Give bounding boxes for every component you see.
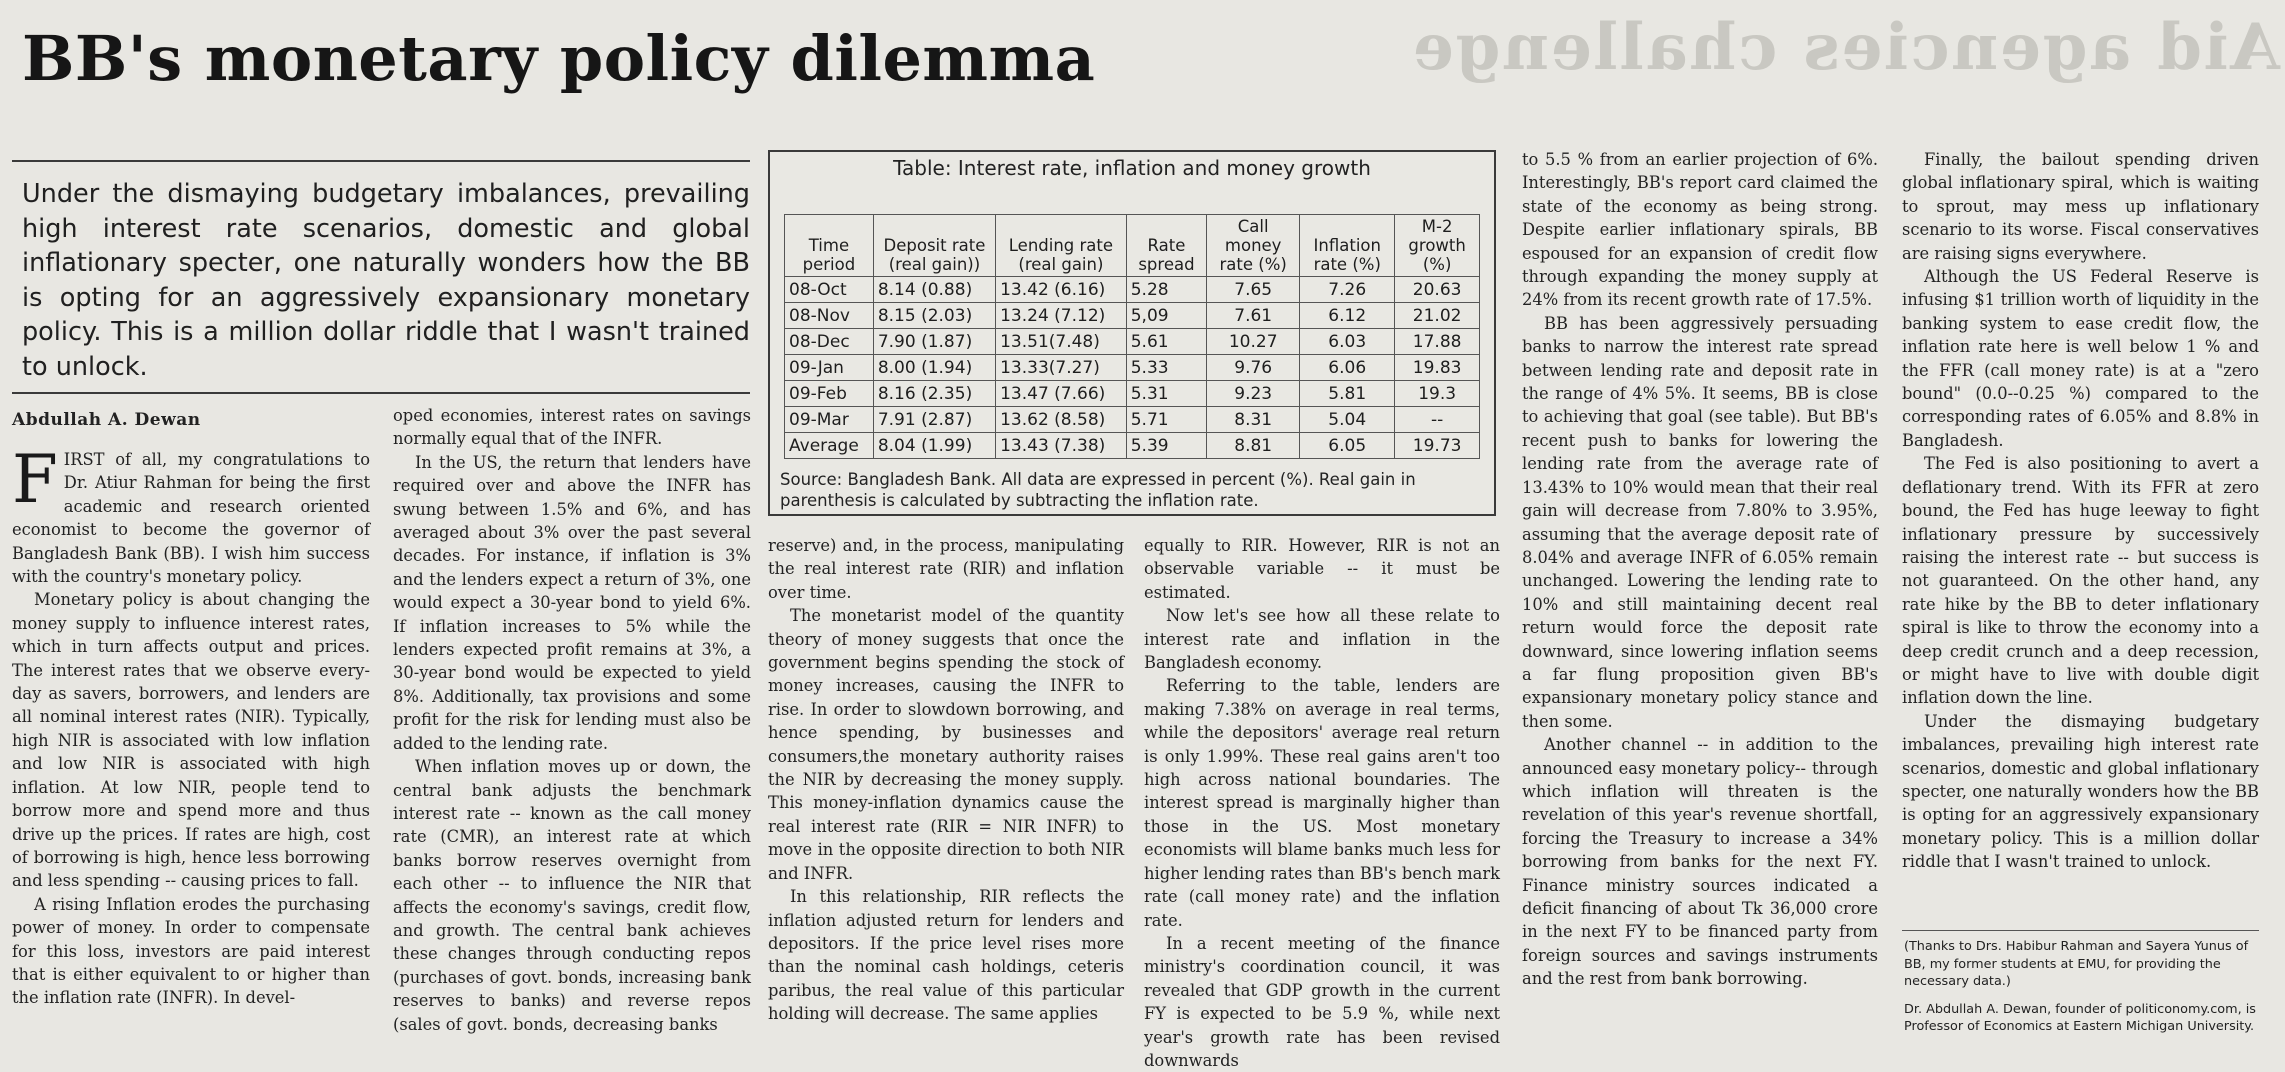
table-cell: 13.42 (6.16) <box>996 277 1127 303</box>
table-cell: 5.28 <box>1126 277 1206 303</box>
table-cell: 6.05 <box>1300 433 1395 459</box>
deck: Under the dismaying budgetary imbalances, prevailing high interest rate scenarios, domestic and global inflationary specter, one naturally wonders how the BB is opting for an aggressively expansionary monetary policy. This is a million dollar riddle that I wasn't trained to unlock. <box>22 179 750 382</box>
column-header: Time period <box>785 215 874 277</box>
table-cell: 09-Mar <box>785 407 874 433</box>
table-row <box>785 381 1480 407</box>
table-cell: 5.33 <box>1126 355 1206 381</box>
table-cell: 5.81 <box>1300 381 1395 407</box>
table-cell: 5.61 <box>1126 329 1206 355</box>
table-cell: 9.76 <box>1207 355 1300 381</box>
paragraph: Although the US Federal Reserve is infusing $1 trillion worth of liquidity in the banking system to ease credit flow, the inflation rate here is well below 1 % and the FFR (call money rate) is at a "zero bound" (0.0--0.25 %) compared to the corresponding rates of 6.05% and 8.8% in Bangladesh. <box>1902 267 2259 450</box>
paragraph: In this relationship, RIR reflects the inflation adjusted return for lenders and depositors. If the price level rises more than the nominal cash holdings, ceteris paribus, the real value of this particular holding will decrease. The same applies <box>768 887 1124 1024</box>
table-row <box>785 329 1480 355</box>
table-cell: -- <box>1395 407 1480 433</box>
table-cell: 13.33(7.27) <box>996 355 1127 381</box>
column-header: Lending rate (real gain) <box>996 215 1127 277</box>
body-column-5 <box>1522 148 1878 991</box>
paragraph: Another channel -- in addition to the announced easy monetary policy-- through which inflation will threaten is the revelation of this year's revenue shortfall, forcing the Treasury to increase a 34% borrowing from banks for the next FY. Finance ministry sources indicated a deficit financing of about Tk 36,000 crore in the next FY to be financed party from foreign sources and savings instruments and the rest from bank borrowing. <box>1522 735 1878 989</box>
headline-rule <box>12 160 750 162</box>
footnote-author-bio: Dr. Abdullah A. Dewan, founder of politiconomy.com, is Professor of Economics at Eastern Michigan University. <box>1904 1001 2256 1034</box>
table-cell: 5,09 <box>1126 303 1206 329</box>
paragraph: to 5.5 % from an earlier projection of 6%. Interestingly, BB's report card claimed the state of the economy as being strong. Despite earlier inflationary spirals, BB espoused for an expansion of credit flow through expanding the money supply at 24% from its recent growth rate of 17.5%. <box>1522 150 1878 310</box>
table-cell: 08-Dec <box>785 329 874 355</box>
table-cell: 8.04 (1.99) <box>873 433 995 459</box>
column-header: Rate spread <box>1126 215 1206 277</box>
table-cell: 7.61 <box>1207 303 1300 329</box>
paragraph: Referring to the table, lenders are making 7.38% on average in real terms, while the depositors' average real return is only 1.99%. These real gains aren't too high across national boundaries. The interest spread is marginally higher than those in the US. Most monetary economists will blame banks much less for higher lending rates than BB's bench mark rate (call money rate) and the inflation rate. <box>1144 676 1500 930</box>
body-column-3 <box>768 534 1124 1026</box>
table-cell: 5.39 <box>1126 433 1206 459</box>
table-cell: 8.31 <box>1207 407 1300 433</box>
table-cell: 13.62 (8.58) <box>996 407 1127 433</box>
table-cell: 7.91 (2.87) <box>873 407 995 433</box>
paragraph: Monetary policy is about changing the money supply to influence interest rates, which in turn affects output and prices. The interest rates that we observe every-day as savers, borrowers, and lenders are all nominal interest rates (NIR). Typically, high NIR is associated with low inflation and low NIR is associated with high inflation. At low NIR, people tend to borrow more and spend more and thus drive up the prices. If rates are high, cost of borrowing is high, hence less borrowing and less spending -- causing prices to fall. <box>12 590 370 891</box>
body-column-4 <box>1144 534 1500 1072</box>
table-cell: 7.26 <box>1300 277 1395 303</box>
table-cell: 10.27 <box>1207 329 1300 355</box>
table-row <box>785 407 1480 433</box>
paragraph: equally to RIR. However, RIR is not an observable variable -- it must be estimated. <box>1144 536 1500 602</box>
paragraph: In a recent meeting of the finance ministry's coordination council, it was revealed that GDP growth in the current FY is expected to be 5.9 %, while next year's growth rate has been revised downwards <box>1144 933 1500 1070</box>
paragraph: reserve) and, in the process, manipulating the real interest rate (RIR) and inflation over time. <box>768 536 1124 602</box>
table-cell: 19.83 <box>1395 355 1480 381</box>
paragraph: A rising Inflation erodes the purchasing power of money. In order to compensate for this loss, investors are paid interest that is either equivalent to or higher than the inflation rate (INFR). In devel- <box>12 894 370 1008</box>
table-cell: 09-Feb <box>785 381 874 407</box>
byline: Abdullah A. Dewan <box>12 410 201 430</box>
table-cell: 8.14 (0.88) <box>873 277 995 303</box>
table-cell: 5.71 <box>1126 407 1206 433</box>
table-cell: 8.15 (2.03) <box>873 303 995 329</box>
column-header: M-2 growth (%) <box>1395 215 1480 277</box>
body-column-6 <box>1902 148 2259 874</box>
paragraph: oped economies, interest rates on savings normally equal that of the INFR. <box>393 406 751 449</box>
column-header: Call money rate (%) <box>1207 215 1300 277</box>
table-cell: 21.02 <box>1395 303 1480 329</box>
table-cell: 13.47 (7.66) <box>996 381 1127 407</box>
paragraph: The monetarist model of the quantity theory of money suggests that once the government begins spending the stock of money increases, causing the INFR to rise. In order to slowdown borrowing, and hence spending, by businesses and consumers,the monetary authority raises the NIR by decreasing the money supply. This money-inflation dynamics cause the real interest rate (RIR = NIR INFR) to move in the opposite direction to both NIR and INFR. <box>768 606 1124 883</box>
paragraph: Finally, the bailout spending driven global inflationary spiral, which is waiting to sprout, may mess up inflationary scenario to its worse. Fiscal conservatives are raising signs everywhere. <box>1902 150 2259 263</box>
table-header-row <box>785 215 1480 277</box>
table-cell: 5.31 <box>1126 381 1206 407</box>
table-cell: 6.12 <box>1300 303 1395 329</box>
body-column-2 <box>393 404 751 1036</box>
table-cell: 13.51(7.48) <box>996 329 1127 355</box>
column-header: Inflation rate (%) <box>1300 215 1395 277</box>
paragraph: BB has been aggressively persuading banks to narrow the interest rate spread between lending rate and deposit rate in the range of 4% 5%. It seems, BB is close to achieving that goal (see table). But BB's recent push to banks for lowering the lending rate from the average rate of 13.43% to 10% would mean that their real gain will decrease from 7.80% to 3.95%, assuming that the average deposit rate of 8.04% and average INFR of 6.05% remain unchanged. Lowering the lending rate to 10% and still maintaining decent real return would force the deposit rate downward, since lowering inflation seems a far flung proposition given BB's expansionary monetary policy stance and then some. <box>1522 313 1878 731</box>
table-cell: 20.63 <box>1395 277 1480 303</box>
bleed-through-headline: Aid agencies challenge <box>1410 10 2280 85</box>
table-title: Table: Interest rate, inflation and money growth <box>893 156 1371 180</box>
paragraph: Now let's see how all these relate to interest rate and inflation in the Bangladesh economy. <box>1144 606 1500 673</box>
table-cell: 7.65 <box>1207 277 1300 303</box>
table-cell: 5.04 <box>1300 407 1395 433</box>
footnote-rule <box>1902 930 2259 931</box>
table-cell: 9.23 <box>1207 381 1300 407</box>
headline: BB's monetary policy dilemma <box>22 22 1096 95</box>
table-cell: 09-Jan <box>785 355 874 381</box>
table-cell: 19.3 <box>1395 381 1480 407</box>
column-header: Deposit rate (real gain)) <box>873 215 995 277</box>
table-source-note: Source: Bangladesh Bank. All data are expressed in percent (%). Real gain in parenthesis is calculated by subtracting the inflation rate. <box>780 470 1416 510</box>
table-cell: 19.73 <box>1395 433 1480 459</box>
table-cell: 08-Nov <box>785 303 874 329</box>
table-row <box>785 277 1480 303</box>
deck-rule <box>12 392 750 394</box>
table-row <box>785 355 1480 381</box>
table-cell: 6.06 <box>1300 355 1395 381</box>
table-cell: 8.16 (2.35) <box>873 381 995 407</box>
table-row <box>785 303 1480 329</box>
paragraph: IRST of all, my congratulations to Dr. Atiur Rahman for being the first academic and research oriented economist to become the governor of Bangladesh Bank (BB). I wish him success with the country's monetary policy. <box>12 450 370 587</box>
drop-cap: F <box>12 441 58 518</box>
table-cell: 17.88 <box>1395 329 1480 355</box>
table-cell: Average <box>785 433 874 459</box>
table-cell: 6.03 <box>1300 329 1395 355</box>
footnote-thanks: (Thanks to Drs. Habibur Rahman and Sayera Yunus of BB, my former students at EMU, for providing the necessary data.) <box>1904 939 2249 989</box>
data-table-box <box>768 150 1496 516</box>
paragraph: When inflation moves up or down, the central bank adjusts the benchmark interest rate -- known as the call money rate (CMR), an interest rate at which banks borrow reserves overnight from each other -- to influence the NIR that affects the economy's savings, credit flow, and growth. The central bank achieves these changes through conducting repos (purchases of govt. bonds, increasing bank reserves to banks) and reverse repos (sales of govt. bonds, decreasing banks <box>393 757 751 1034</box>
table-row <box>785 433 1480 459</box>
table-cell: 8.00 (1.94) <box>873 355 995 381</box>
table-cell: 8.81 <box>1207 433 1300 459</box>
table-cell: 13.43 (7.38) <box>996 433 1127 459</box>
data-table <box>784 214 1480 459</box>
paragraph: In the US, the return that lenders have required over and above the INFR has swung between 1.5% and 6%, and has averaged about 3% over the past several decades. For instance, if inflation is 3% and the lenders expect a return of 3%, one would expect a 30-year bond to yield 6%. If inflation increases to 5% while the lenders expected profit remains at 3%, a 30-year bond would be expected to yield 8%. Additionally, tax provisions and some profit for the risk for lending must also be added to the lending rate. <box>393 452 751 753</box>
table-cell: 13.24 (7.12) <box>996 303 1127 329</box>
paragraph: The Fed is also positioning to avert a deflationary trend. With its FFR at zero bound, the Fed has huge leeway to fight inflationary pressure by successively raising the interest rate -- but success is not guaranteed. On the other hand, any rate hike by the BB to deter inflationary spiral is like to throw the economy into a deep credit crunch and a deep recession, or might have to live with double digit inflation down the line. <box>1902 454 2259 708</box>
body-column-1 <box>12 441 370 1010</box>
table-cell: 08-Oct <box>785 277 874 303</box>
table-cell: 7.90 (1.87) <box>873 329 995 355</box>
footnote <box>1904 938 2256 1046</box>
paragraph: Under the dismaying budgetary imbalances, prevailing high interest rate scenarios, domestic and global inflationary specter, one naturally wonders how the BB is opting for an aggressively expansionary monetary policy. This is a million dollar riddle that I wasn't trained to unlock. <box>1902 711 2259 872</box>
